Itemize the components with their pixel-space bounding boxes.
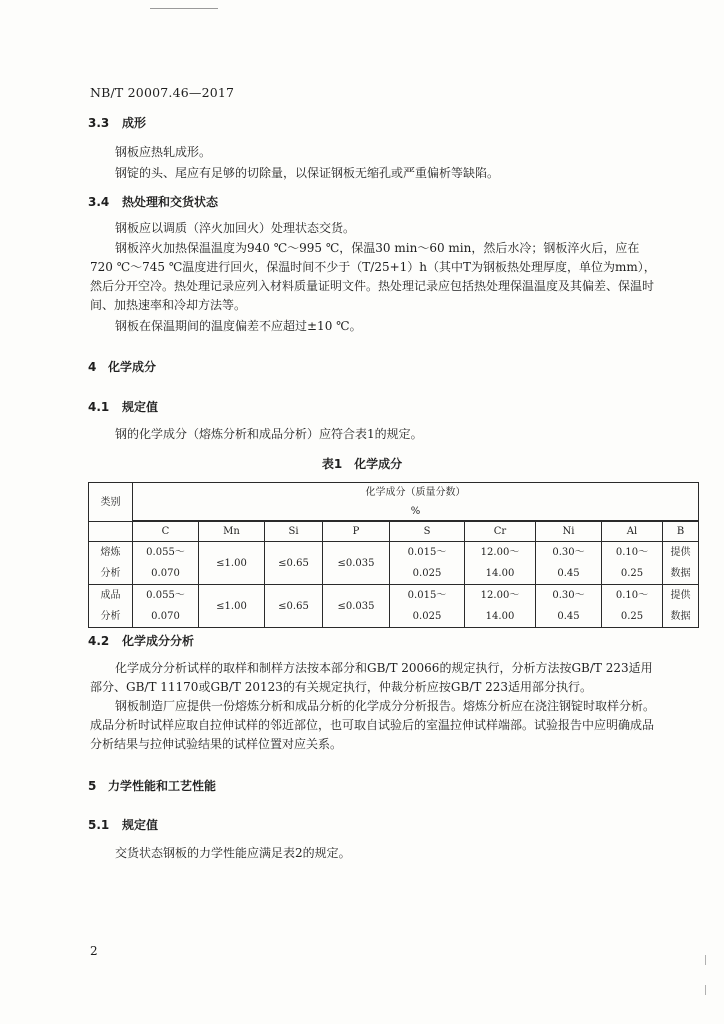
cell-c: 0.055～ 0.070: [133, 585, 199, 628]
section-title: 化学成分: [108, 360, 157, 374]
paragraph: 交货状态钢板的力学性能应满足表2的规定。: [115, 846, 351, 860]
group-header: [133, 483, 699, 522]
cell-c: 0.055～ 0.070: [133, 542, 199, 585]
table-row: [89, 585, 699, 628]
cell-p: ≤0.035: [323, 542, 390, 585]
table-row: [89, 542, 699, 585]
section-number: 3.3: [88, 116, 110, 130]
cell-cr: 12.00～ 14.00: [465, 542, 536, 585]
cell-p: ≤0.035: [323, 585, 390, 628]
section-title: 热处理和交货状态: [122, 195, 219, 209]
section-4-1-heading: [88, 398, 158, 415]
cell-b: 提供 数据: [663, 585, 699, 628]
cell-al: 0.10～ 0.25: [602, 542, 663, 585]
column-header: C: [133, 521, 199, 542]
cell-s: 0.015～ 0.025: [390, 542, 465, 585]
section-number: 5: [88, 779, 97, 793]
column-header: S: [390, 521, 465, 542]
top-rule: [150, 8, 218, 9]
cell-ni: 0.30～ 0.45: [536, 542, 602, 585]
row-label: 成品 分析: [89, 585, 133, 628]
paragraph: 钢的化学成分（熔炼分析和成品分析）应符合表1的规定。: [115, 427, 423, 441]
paragraph: 钢板在保温期间的温度偏差不应超过±10 ℃。: [115, 319, 362, 333]
column-header: B: [663, 521, 699, 542]
section-5-1-heading: [88, 816, 158, 833]
cell-ni: 0.30～ 0.45: [536, 585, 602, 628]
paragraph: 化学成分分析试样的取样和制样方法按本部分和GB/T 20066的规定执行，分析方法按GB/T 223适用部分、GB/T 11170或GB/T 20123的有关规定执行，仲裁分析应按GB/T 223适用部分执行。: [90, 661, 653, 694]
section-5-heading: [88, 777, 216, 794]
section-number: 4: [88, 360, 97, 374]
cell-si: ≤0.65: [265, 585, 323, 628]
column-header: Ni: [536, 521, 602, 542]
section-title: 力学性能和工艺性能: [108, 779, 217, 793]
column-header-row: [89, 521, 699, 542]
section-4-heading: [88, 358, 156, 375]
paragraph: 钢板制造厂应提供一份熔炼分析和成品分析的化学成分分析报告。熔炼分析应在浇注钢锭时取样分析。成品分析时试样应取自拉伸试样的邻近部位，也可取自试验后的室温拉伸试样端部。试验报告中应明确成品分析结果与拉伸试验结果的试样位置对应关系。: [90, 699, 656, 751]
cell-si: ≤0.65: [265, 542, 323, 585]
cell-mn: ≤1.00: [199, 585, 265, 628]
column-header: Cr: [465, 521, 536, 542]
section-title: 规定值: [122, 400, 159, 414]
row-label: 熔炼 分析: [89, 542, 133, 585]
section-3-4-heading: [88, 193, 218, 210]
scan-artifact-line: [705, 955, 706, 965]
section-number: 4.1: [88, 400, 110, 414]
category-header: 类别: [89, 483, 133, 522]
column-header: Si: [265, 521, 323, 542]
category-cell-continued: [89, 521, 133, 542]
column-header: Mn: [199, 521, 265, 542]
section-title: 成形: [122, 116, 147, 130]
section-4-2-heading: [88, 632, 194, 649]
group-header-title: 化学成分（质量分数）: [365, 487, 466, 498]
section-title: 规定值: [122, 818, 159, 832]
section-number: 5.1: [88, 818, 110, 832]
scan-artifact-line: [705, 985, 706, 995]
cell-b: 提供 数据: [663, 542, 699, 585]
chemical-composition-table-body: [88, 520, 699, 628]
column-header: P: [323, 521, 390, 542]
cell-al: 0.10～ 0.25: [602, 585, 663, 628]
section-number: 4.2: [88, 634, 110, 648]
paragraph: 钢锭的头、尾应有足够的切除量，以保证钢板无缩孔或严重偏析等缺陷。: [115, 166, 500, 180]
column-header: Al: [602, 521, 663, 542]
group-header-unit: %: [410, 506, 421, 517]
section-3-3-heading: [88, 114, 146, 131]
section-number: 3.4: [88, 195, 110, 209]
page-number: 2: [90, 944, 98, 958]
cell-s: 0.015～ 0.025: [390, 585, 465, 628]
cell-cr: 12.00～ 14.00: [465, 585, 536, 628]
paragraph: 钢板淬火加热保温温度为940 ℃～995 ℃，保温30 min～60 min，然后水冷；钢板淬火后，应在720 ℃～745 ℃温度进行回火，保温时间不少于（T/25+1）h（其中T为钢板热处理厚度，单位为mm），然后分开空冷。热处理记录应列入材料质量证明文件。热处理记录应包括热处理保温温度及其偏差、保温时间、加热速率和冷却方法等。: [90, 241, 656, 312]
paragraph: 钢板应以调质（淬火加回火）处理状态交货。: [115, 221, 356, 235]
paragraph: 钢板应热轧成形。: [115, 145, 212, 159]
chemical-composition-table: [88, 482, 699, 522]
cell-mn: ≤1.00: [199, 542, 265, 585]
section-title: 化学成分分析: [122, 634, 195, 648]
table-caption: 表1 化学成分: [321, 457, 403, 471]
document-header: NB/T 20007.46—2017: [90, 85, 235, 100]
